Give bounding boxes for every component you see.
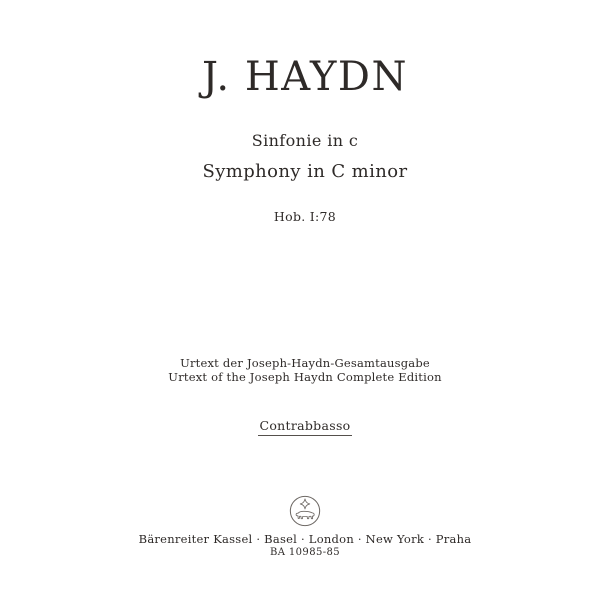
work-title-german: Sinfonie in c: [251, 131, 359, 150]
edition-number: BA 10985-85: [269, 547, 341, 558]
urtext-note-german: Urtext der Joseph-Haydn-Gesamtausgabe: [180, 356, 430, 370]
urtext-note-english: Urtext of the Joseph Haydn Complete Edition: [168, 369, 442, 384]
catalog-number: Hob. I:78: [273, 209, 337, 224]
composer-name: J. HAYDN: [202, 54, 408, 100]
work-title-english: Symphony in C minor: [202, 161, 408, 182]
part-name: [0, 418, 610, 436]
publisher-imprint: Bärenreiter Kassel · Basel · London · New York · Praha: [138, 532, 472, 546]
part-name-label: Contrabbasso: [258, 418, 351, 436]
urtext-note: [0, 357, 610, 385]
baerenreiter-bear-logo-icon: [288, 494, 322, 528]
